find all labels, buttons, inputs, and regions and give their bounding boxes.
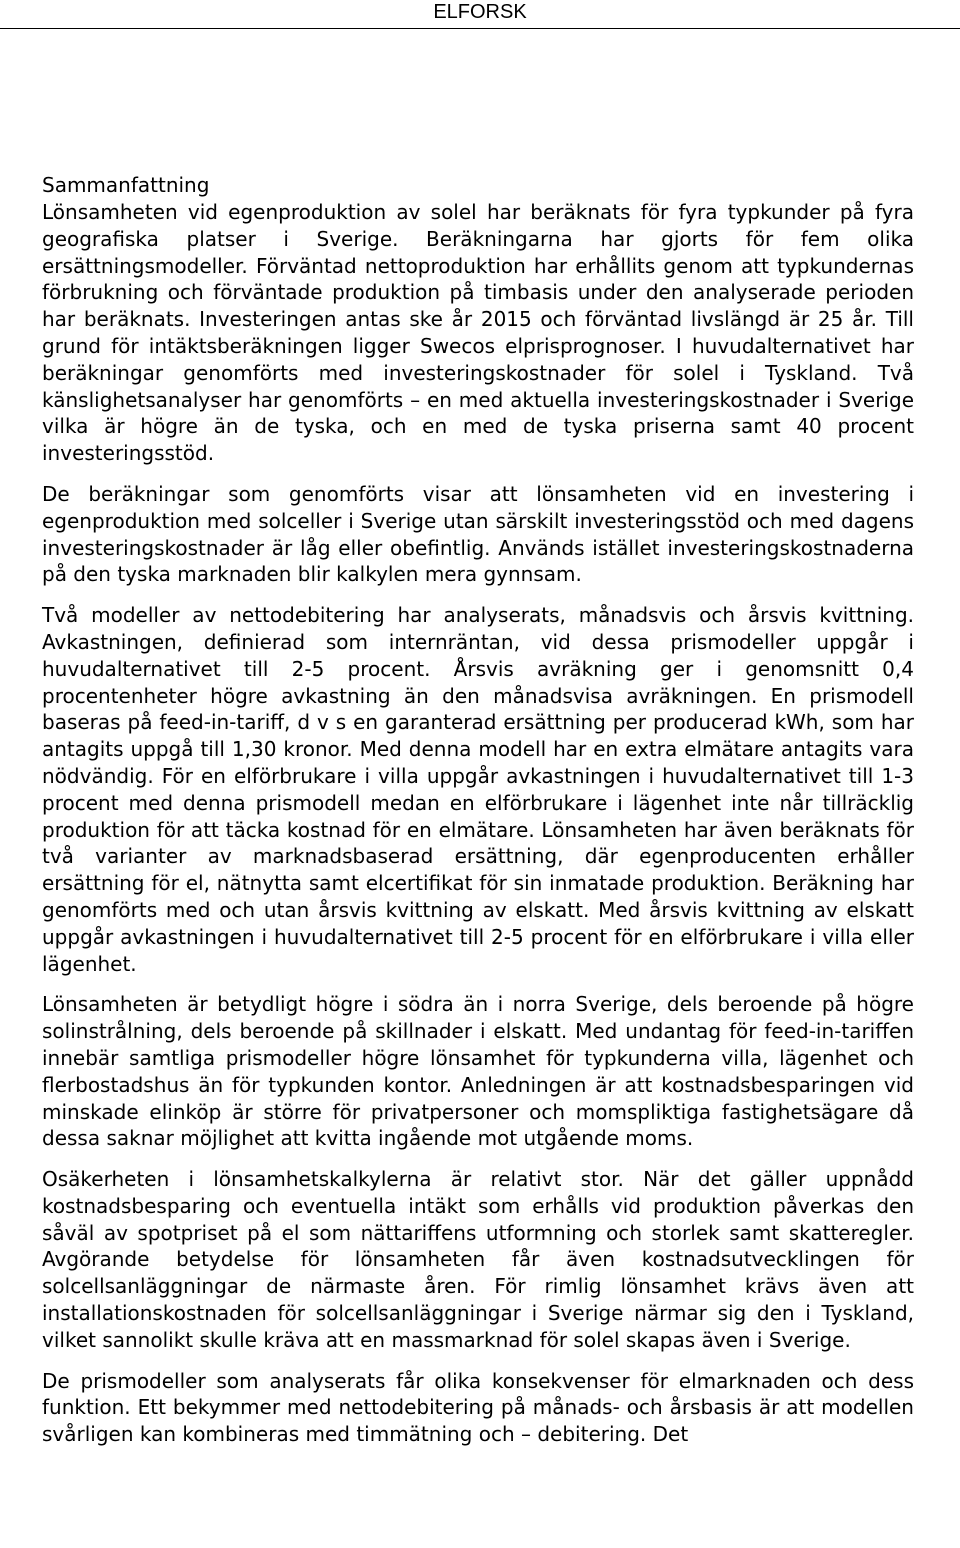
paragraph-2: De beräkningar som genomförts visar att lönsamheten vid en investering i egenproduktion med solceller i Sverige utan särskilt investeringsstöd och med dagens investeringskostnader är låg eller obefintlig. Används istället investeringskostnaderna på den tyska marknaden blir kalkylen mera gynnsam. xyxy=(42,481,914,587)
section-title: Sammanfattning xyxy=(42,173,210,197)
page-header xyxy=(0,0,960,30)
paragraph-3: Två modeller av nettodebitering har analyserats, månadsvis och årsvis kvittning. Avkastningen, definierad som internräntan, vid dessa prismodeller uppgår i huvudalternativet till 2-5 procent. Årsvis avräkning ger i genomsnitt 0,4 procentenheter högre avkastning än den månadsvisa avräkningen. En prismodell baseras på feed-in-tariff, d v s en garanterad ersättning per producerad kWh, som har antagits uppgå till 1,30 kronor. Med denna modell har en extra elmätare antagits vara nödvändig. För en elförbrukare i villa uppgår avkastningen i huvudalternativet till 1-3 procent med denna prismodell medan en elförbrukare i lägenhet inte når tillräcklig produktion för att täcka kostnad för en elmätare. Lönsamheten har även beräknats för två varianter av marknadsbaserad ersättning, där egenproducenten erhåller ersättning för el, nätnytta samt elcertifikat för sin inmatade produktion. Beräkning har genomförts med och utan årsvis kvittning av elskatt. Med årsvis kvittning av elskatt uppgår avkastningen i huvudalternativet till 2-5 procent för en elförbrukare i villa eller lägenhet. xyxy=(42,603,914,976)
paragraph-6: De prismodeller som analyserats får olika konsekvenser för elmarknaden och dess funktion. Ett bekymmer med nettodebitering på månads- och årsbasis är att modellen svårligen kan kombineras med timmätning och – debitering. Det xyxy=(42,1368,914,1447)
document-body xyxy=(42,172,914,1462)
header-rule xyxy=(0,28,960,29)
paragraph-5: Osäkerheten i lönsamhetskalkylerna är relativt stor. När det gäller uppnådd kostnadsbesparing och eventuella intäkt som erhålls vid produktion påverkas den såväl av spotpriset på el som nättariffens utformning och storlek samt skatteregler. Avgörande betydelse för lönsamheten får även kostnadsutvecklingen för solcellsanläggningar de närmaste åren. För rimlig lönsamhet krävs även att installationskostnaden för solcellsanläggningar i Sverige närmar sig den i Tyskland, vilket sannolikt skulle kräva att en massmarknad för solel skapas även i Sverige. xyxy=(42,1167,914,1352)
paragraph-4: Lönsamheten är betydligt högre i södra än i norra Sverige, dels beroende på högre solinstrålning, dels beroende på skillnader i elskatt. Med undantag för feed-in-tariffen innebär samtliga prismodeller högre lönsamhet för typkunderna villa, lägenhet och flerbostadshus än för typkunden kontor. Anledningen är att kostnadsbesparingen vid minskade elinköp är större för privatpersoner och momspliktiga fastighetsägare då dessa saknar möjlighet att kvitta ingående mot utgående moms. xyxy=(42,992,914,1151)
paragraph-1: Lönsamheten vid egenproduktion av solel har beräknats för fyra typkunder på fyra geografiska platser i Sverige. Beräkningarna har gjorts för fem olika ersättningsmodeller. Förväntad nettoproduktion har erhållits genom att typkundernas förbrukning och förväntade produktion på timbasis under den analyserade perioden har beräknats. Investeringen antas ske år 2015 och förväntad livslängd är 25 år. Till grund för intäktsberäkningen ligger Swecos elprisprognoser. I huvudalternativet har beräkningar genomförts med investeringskostnader för solel i Tyskland. Två känslighetsanalyser har genomförts – en med aktuella investeringskostnader i Sverige vilka är högre än de tyska, och en med de tyska priserna samt 40 procent investeringsstöd. xyxy=(42,200,914,466)
header-title: ELFORSK xyxy=(433,1,527,23)
